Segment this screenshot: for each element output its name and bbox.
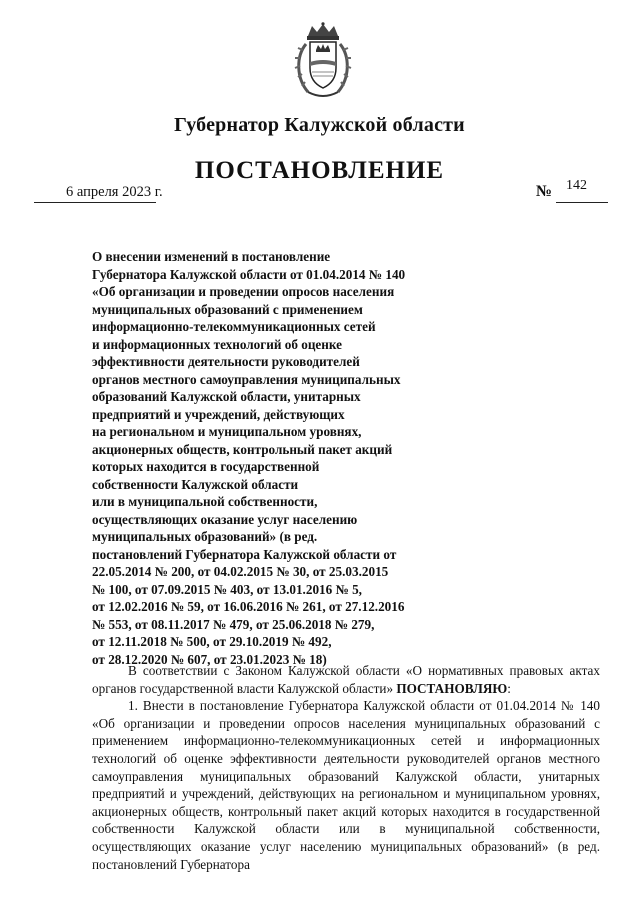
number-sign: № [536,183,553,200]
item-1-paragraph: 1. Внести в постановление Губернатора Калужской области от 01.04.2014 № 140 «Об организации и проведении опросов населения муниципальных образований с применением информационно-телекоммуникационных сетей и информационных технологий об оценке эффективности деятельности руководителей органов местного самоуправления муниципальных образований Калужской области, унитарных предприятий и учреждений, действующих на региональном и муниципальном уровнях, акционерных обществ, контрольный пакет акций которых находится в государственной собственности Калужской области или в муниципальной собственности, осуществляющих оказание услуг населению муниципальных образований» (в ред. постановлений Губернатора [92,698,600,872]
preamble-paragraph [92,662,600,697]
preamble-text: В соответствии с Законом Калужской области «О нормативных правовых актах органов государственной власти Калужской области» [92,663,600,696]
resolve-keyword: ПОСТАНОВЛЯЮ [396,680,508,696]
issuer-title: Губернатор Калужской области [174,114,465,136]
preamble-end: : [507,680,511,696]
document-number: 142 [566,178,587,193]
number-underline [556,202,608,203]
document-body [92,662,600,873]
document-type-heading: ПОСТАНОВЛЕНИЕ [194,157,445,184]
document-title: О внесении изменений в постановление Губернатора Калужской области от 01.04.2014 № 140 «Об организации и проведении опросов населения муниципальных образований с применением информационно-телекоммуникационных сетей и информационных технологий об оценке эффективности деятельности руководителей органов местного самоуправления муниципальных образований Калужской области, унитарных предприятий и учреждений, действующих на региональном и муниципальном уровнях, акционерных обществ, контрольный пакет акций которых находится в государственной собственности Калужской области или в муниципальной собственности, осуществляющих оказание услуг населению муниципальных образований» (в ред. постановлений Губернатора Калужской области от 22.05.2014 № 200, от 04.02.2015 № 30, от 25.03.2015 № 100, от 07.09.2015 № 403, от 13.01.2016 № 5, от 12.02.2016 № 59, от 16.06.2016 № 261, от 27.12.2016 № 553, от 08.11.2017 № 479, от 25.06.2018 № 279, от 12.11.2018 № 500, от 29.10.2019 № 492, от 28.12.2020 № 607, от 23.01.2023 № 18) [92,249,406,667]
coat-of-arms-icon [294,22,352,100]
document-date: 6 апреля 2023 г. [66,184,163,200]
date-underline [34,202,156,203]
